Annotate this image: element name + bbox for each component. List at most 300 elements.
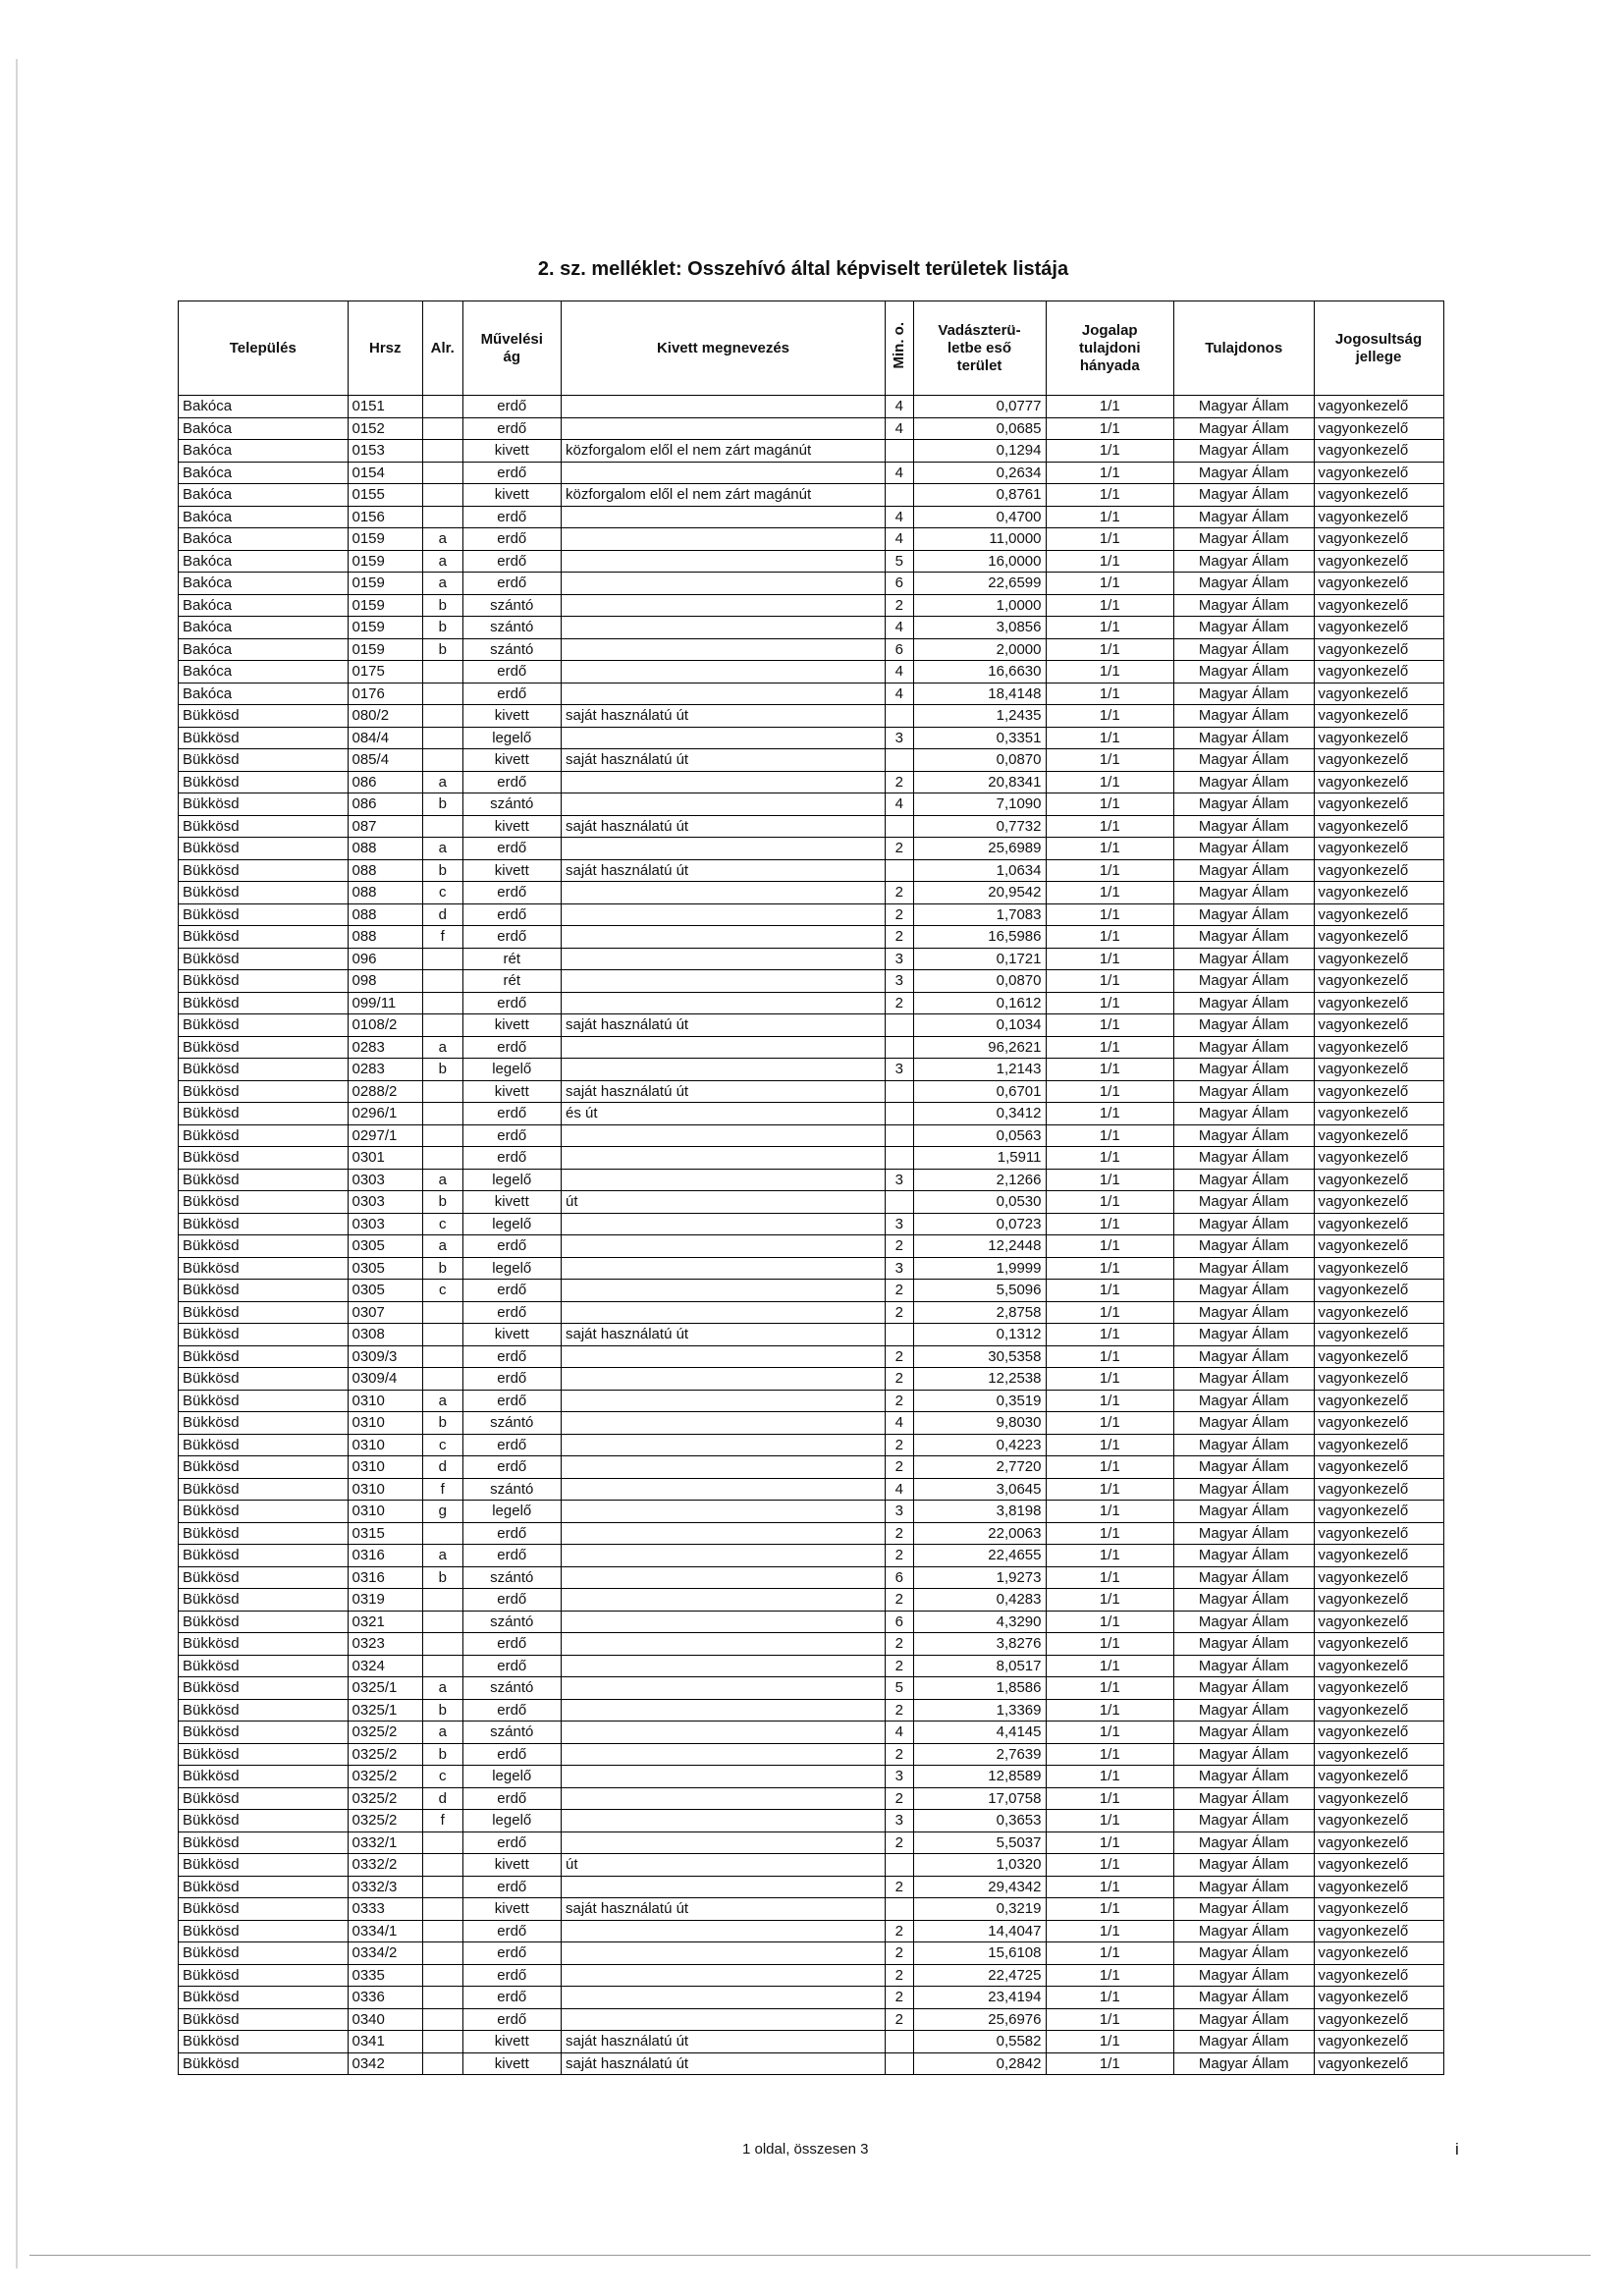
cell-muvelesi-ag: kivett <box>462 1080 562 1103</box>
cell-min-osztaly: 2 <box>886 838 914 860</box>
table-row <box>179 859 1444 882</box>
cell-min-osztaly <box>886 749 914 772</box>
cell-hrsz: 0153 <box>348 440 423 463</box>
cell-kivett-megnevezes <box>562 1478 886 1501</box>
cell-kivett-megnevezes <box>562 1987 886 2009</box>
table-row <box>179 1324 1444 1346</box>
cell-min-osztaly: 4 <box>886 462 914 484</box>
cell-hrsz: 0152 <box>348 417 423 440</box>
cell-min-osztaly: 2 <box>886 2008 914 2031</box>
cell-jogalap: 1/1 <box>1046 1213 1174 1235</box>
cell-alreszlet: a <box>423 1677 463 1700</box>
cell-jogalap: 1/1 <box>1046 705 1174 728</box>
cell-kivett-megnevezes <box>562 1036 886 1059</box>
cell-tulajdonos: Magyar Állam <box>1174 970 1315 993</box>
table-row <box>179 1501 1444 1523</box>
cell-jogosultsag: vagyonkezelő <box>1314 1280 1443 1302</box>
cell-telepules: Bakóca <box>179 528 349 551</box>
cell-telepules: Bükkösd <box>179 727 349 749</box>
cell-terulet: 0,0870 <box>913 749 1046 772</box>
cell-kivett-megnevezes <box>562 1677 886 1700</box>
cell-tulajdonos: Magyar Állam <box>1174 1655 1315 1677</box>
cell-jogalap: 1/1 <box>1046 1478 1174 1501</box>
cell-alreszlet <box>423 1854 463 1877</box>
cell-jogalap: 1/1 <box>1046 882 1174 904</box>
cell-terulet: 0,4283 <box>913 1589 1046 1612</box>
cell-muvelesi-ag: kivett <box>462 440 562 463</box>
cell-hrsz: 0156 <box>348 506 423 528</box>
table-row <box>179 815 1444 838</box>
cell-muvelesi-ag: erdő <box>462 1876 562 1898</box>
cell-muvelesi-ag: kivett <box>462 484 562 507</box>
cell-terulet: 4,3290 <box>913 1611 1046 1633</box>
cell-kivett-megnevezes <box>562 617 886 639</box>
cell-min-osztaly: 2 <box>886 926 914 949</box>
cell-jogosultsag: vagyonkezelő <box>1314 1324 1443 1346</box>
cell-jogosultsag: vagyonkezelő <box>1314 550 1443 573</box>
cell-muvelesi-ag: erdő <box>462 992 562 1014</box>
cell-muvelesi-ag: kivett <box>462 1854 562 1877</box>
cell-jogalap: 1/1 <box>1046 1014 1174 1037</box>
cell-terulet: 0,0870 <box>913 970 1046 993</box>
cell-hrsz: 0342 <box>348 2052 423 2075</box>
table-row <box>179 1147 1444 1170</box>
cell-jogalap: 1/1 <box>1046 1655 1174 1677</box>
cell-jogosultsag: vagyonkezelő <box>1314 1876 1443 1898</box>
cell-muvelesi-ag: erdő <box>462 1368 562 1391</box>
cell-terulet: 1,8586 <box>913 1677 1046 1700</box>
cell-min-osztaly: 2 <box>886 1368 914 1391</box>
cell-alreszlet: b <box>423 1699 463 1722</box>
cell-jogalap: 1/1 <box>1046 484 1174 507</box>
cell-hrsz: 0323 <box>348 1633 423 1656</box>
cell-jogalap: 1/1 <box>1046 992 1174 1014</box>
cell-telepules: Bükkösd <box>179 1876 349 1898</box>
cell-jogosultsag: vagyonkezelő <box>1314 1301 1443 1324</box>
cell-terulet: 12,8589 <box>913 1766 1046 1788</box>
table-row <box>179 1545 1444 1567</box>
cell-telepules: Bükkösd <box>179 1412 349 1435</box>
cell-min-osztaly: 2 <box>886 903 914 926</box>
cell-muvelesi-ag: erdő <box>462 1942 562 1965</box>
cell-telepules: Bakóca <box>179 638 349 661</box>
cell-alreszlet: c <box>423 1280 463 1302</box>
table-row <box>179 970 1444 993</box>
cell-telepules: Bükkösd <box>179 948 349 970</box>
cell-alreszlet <box>423 1124 463 1147</box>
cell-jogalap: 1/1 <box>1046 1810 1174 1832</box>
cell-kivett-megnevezes <box>562 771 886 793</box>
cell-telepules: Bükkösd <box>179 1280 349 1302</box>
cell-min-osztaly <box>886 1147 914 1170</box>
cell-tulajdonos: Magyar Állam <box>1174 1235 1315 1258</box>
cell-min-osztaly: 3 <box>886 970 914 993</box>
cell-telepules: Bükkösd <box>179 1103 349 1125</box>
table-row <box>179 2052 1444 2075</box>
cell-tulajdonos: Magyar Állam <box>1174 594 1315 617</box>
table-row <box>179 1876 1444 1898</box>
cell-muvelesi-ag: szántó <box>462 1478 562 1501</box>
table-row <box>179 749 1444 772</box>
cell-jogalap: 1/1 <box>1046 1257 1174 1280</box>
cell-terulet: 0,0530 <box>913 1191 1046 1214</box>
cell-kivett-megnevezes <box>562 992 886 1014</box>
cell-kivett-megnevezes <box>562 638 886 661</box>
cell-tulajdonos: Magyar Állam <box>1174 1301 1315 1324</box>
cell-hrsz: 086 <box>348 771 423 793</box>
cell-terulet: 0,8761 <box>913 484 1046 507</box>
cell-jogosultsag: vagyonkezelő <box>1314 1854 1443 1877</box>
cell-alreszlet <box>423 749 463 772</box>
cell-jogalap: 1/1 <box>1046 793 1174 816</box>
cell-min-osztaly: 2 <box>886 1655 914 1677</box>
header-jogosultsag: Jogosultság jellege <box>1314 301 1443 396</box>
cell-jogosultsag: vagyonkezelő <box>1314 1235 1443 1258</box>
cell-telepules: Bükkösd <box>179 970 349 993</box>
cell-terulet: 1,3369 <box>913 1699 1046 1722</box>
cell-jogosultsag: vagyonkezelő <box>1314 462 1443 484</box>
cell-hrsz: 0159 <box>348 638 423 661</box>
cell-hrsz: 0154 <box>348 462 423 484</box>
cell-alreszlet <box>423 1301 463 1324</box>
table-row <box>179 1898 1444 1921</box>
cell-tulajdonos: Magyar Állam <box>1174 1280 1315 1302</box>
cell-tulajdonos: Magyar Állam <box>1174 506 1315 528</box>
cell-jogosultsag: vagyonkezelő <box>1314 749 1443 772</box>
cell-kivett-megnevezes <box>562 573 886 595</box>
table-row <box>179 1412 1444 1435</box>
table-row <box>179 727 1444 749</box>
table-row <box>179 926 1444 949</box>
cell-min-osztaly: 2 <box>886 1522 914 1545</box>
cell-alreszlet <box>423 1103 463 1125</box>
cell-alreszlet <box>423 1014 463 1037</box>
cell-kivett-megnevezes <box>562 528 886 551</box>
cell-kivett-megnevezes <box>562 1434 886 1456</box>
cell-tulajdonos: Magyar Állam <box>1174 417 1315 440</box>
cell-tulajdonos: Magyar Állam <box>1174 484 1315 507</box>
cell-jogosultsag: vagyonkezelő <box>1314 1147 1443 1170</box>
cell-jogosultsag: vagyonkezelő <box>1314 882 1443 904</box>
cell-jogalap: 1/1 <box>1046 1280 1174 1302</box>
cell-terulet: 16,6630 <box>913 661 1046 683</box>
cell-kivett-megnevezes: saját használatú út <box>562 749 886 772</box>
cell-jogalap: 1/1 <box>1046 1368 1174 1391</box>
cell-jogalap: 1/1 <box>1046 2031 1174 2053</box>
table-row <box>179 1920 1444 1942</box>
cell-jogalap: 1/1 <box>1046 1412 1174 1435</box>
cell-telepules: Bükkösd <box>179 1655 349 1677</box>
cell-muvelesi-ag: legelő <box>462 1810 562 1832</box>
cell-alreszlet <box>423 1345 463 1368</box>
cell-tulajdonos: Magyar Állam <box>1174 992 1315 1014</box>
table-row <box>179 661 1444 683</box>
table-row <box>179 1169 1444 1191</box>
cell-alreszlet: b <box>423 793 463 816</box>
table-row <box>179 1103 1444 1125</box>
cell-muvelesi-ag: szántó <box>462 617 562 639</box>
table-row <box>179 1080 1444 1103</box>
cell-terulet: 1,9273 <box>913 1566 1046 1589</box>
cell-min-osztaly: 4 <box>886 661 914 683</box>
cell-terulet: 20,8341 <box>913 771 1046 793</box>
cell-kivett-megnevezes <box>562 1787 886 1810</box>
page-footer: 1 oldal, összesen 3 <box>742 2141 869 2158</box>
cell-hrsz: 0319 <box>348 1589 423 1612</box>
cell-jogalap: 1/1 <box>1046 1876 1174 1898</box>
cell-muvelesi-ag: szántó <box>462 594 562 617</box>
cell-jogosultsag: vagyonkezelő <box>1314 859 1443 882</box>
cell-tulajdonos: Magyar Állam <box>1174 903 1315 926</box>
cell-muvelesi-ag: kivett <box>462 705 562 728</box>
cell-alreszlet: c <box>423 882 463 904</box>
cell-telepules: Bükkösd <box>179 903 349 926</box>
cell-min-osztaly <box>886 1014 914 1037</box>
cell-tulajdonos: Magyar Állam <box>1174 1566 1315 1589</box>
cell-terulet: 22,6599 <box>913 573 1046 595</box>
cell-muvelesi-ag: kivett <box>462 2031 562 2053</box>
cell-min-osztaly: 4 <box>886 1478 914 1501</box>
cell-terulet: 96,2621 <box>913 1036 1046 1059</box>
cell-min-osztaly: 5 <box>886 1677 914 1700</box>
cell-tulajdonos: Magyar Állam <box>1174 573 1315 595</box>
table-row <box>179 617 1444 639</box>
cell-alreszlet: a <box>423 550 463 573</box>
cell-hrsz: 0325/1 <box>348 1699 423 1722</box>
cell-min-osztaly: 2 <box>886 1456 914 1479</box>
cell-kivett-megnevezes <box>562 1059 886 1081</box>
cell-jogalap: 1/1 <box>1046 838 1174 860</box>
cell-hrsz: 0310 <box>348 1390 423 1412</box>
cell-tulajdonos: Magyar Állam <box>1174 550 1315 573</box>
cell-hrsz: 0283 <box>348 1036 423 1059</box>
cell-min-osztaly: 3 <box>886 1059 914 1081</box>
cell-alreszlet: c <box>423 1766 463 1788</box>
cell-kivett-megnevezes <box>562 1566 886 1589</box>
cell-terulet: 3,0856 <box>913 617 1046 639</box>
table-header <box>179 301 1444 396</box>
cell-tulajdonos: Magyar Állam <box>1174 1831 1315 1854</box>
cell-min-osztaly: 2 <box>886 882 914 904</box>
cell-jogalap: 1/1 <box>1046 462 1174 484</box>
cell-kivett-megnevezes <box>562 948 886 970</box>
cell-tulajdonos: Magyar Állam <box>1174 1964 1315 1987</box>
cell-min-osztaly <box>886 1103 914 1125</box>
cell-alreszlet: a <box>423 1235 463 1258</box>
cell-muvelesi-ag: erdő <box>462 838 562 860</box>
cell-hrsz: 0151 <box>348 396 423 418</box>
table-row <box>179 638 1444 661</box>
cell-tulajdonos: Magyar Állam <box>1174 1412 1315 1435</box>
cell-tulajdonos: Magyar Állam <box>1174 1169 1315 1191</box>
cell-min-osztaly: 6 <box>886 1566 914 1589</box>
cell-telepules: Bükkösd <box>179 1124 349 1147</box>
cell-hrsz: 0335 <box>348 1964 423 1987</box>
cell-jogosultsag: vagyonkezelő <box>1314 1103 1443 1125</box>
cell-alreszlet: f <box>423 1478 463 1501</box>
cell-telepules: Bakóca <box>179 617 349 639</box>
cell-alreszlet: a <box>423 573 463 595</box>
header-terulet: Vadászterü- letbe eső terület <box>913 301 1046 396</box>
cell-min-osztaly <box>886 1898 914 1921</box>
cell-alreszlet: b <box>423 859 463 882</box>
table-row <box>179 1787 1444 1810</box>
cell-kivett-megnevezes <box>562 1942 886 1965</box>
cell-telepules: Bükkösd <box>179 1699 349 1722</box>
cell-jogalap: 1/1 <box>1046 594 1174 617</box>
header-jogalap: Jogalap tulajdoni hányada <box>1046 301 1174 396</box>
cell-alreszlet: b <box>423 1059 463 1081</box>
cell-hrsz: 0155 <box>348 484 423 507</box>
cell-telepules: Bakóca <box>179 661 349 683</box>
cell-terulet: 25,6989 <box>913 838 1046 860</box>
cell-terulet: 2,7639 <box>913 1743 1046 1766</box>
cell-jogosultsag: vagyonkezelő <box>1314 1191 1443 1214</box>
cell-muvelesi-ag: kivett <box>462 1191 562 1214</box>
cell-tulajdonos: Magyar Állam <box>1174 838 1315 860</box>
cell-alreszlet: d <box>423 903 463 926</box>
table-row <box>179 992 1444 1014</box>
cell-muvelesi-ag: szántó <box>462 1722 562 1744</box>
cell-muvelesi-ag: erdő <box>462 661 562 683</box>
cell-telepules: Bükkösd <box>179 1501 349 1523</box>
cell-terulet: 1,0634 <box>913 859 1046 882</box>
cell-jogosultsag: vagyonkezelő <box>1314 1810 1443 1832</box>
cell-kivett-megnevezes <box>562 1301 886 1324</box>
cell-alreszlet <box>423 970 463 993</box>
cell-terulet: 5,5096 <box>913 1280 1046 1302</box>
cell-jogosultsag: vagyonkezelő <box>1314 1501 1443 1523</box>
cell-min-osztaly: 3 <box>886 1257 914 1280</box>
cell-hrsz: 0108/2 <box>348 1014 423 1037</box>
cell-tulajdonos: Magyar Állam <box>1174 1787 1315 1810</box>
cell-telepules: Bükkösd <box>179 1235 349 1258</box>
cell-telepules: Bükkösd <box>179 1810 349 1832</box>
cell-tulajdonos: Magyar Állam <box>1174 1014 1315 1037</box>
cell-tulajdonos: Magyar Állam <box>1174 1147 1315 1170</box>
table-row <box>179 506 1444 528</box>
cell-terulet: 1,0000 <box>913 594 1046 617</box>
cell-min-osztaly: 2 <box>886 1787 914 1810</box>
cell-telepules: Bakóca <box>179 396 349 418</box>
cell-telepules: Bakóca <box>179 484 349 507</box>
cell-terulet: 0,1721 <box>913 948 1046 970</box>
table-row <box>179 1390 1444 1412</box>
cell-muvelesi-ag: erdő <box>462 1103 562 1125</box>
header-hrsz: Hrsz <box>348 301 423 396</box>
table-row <box>179 1213 1444 1235</box>
cell-hrsz: 0310 <box>348 1412 423 1435</box>
cell-jogosultsag: vagyonkezelő <box>1314 1722 1443 1744</box>
cell-tulajdonos: Magyar Állam <box>1174 1036 1315 1059</box>
cell-hrsz: 0325/1 <box>348 1677 423 1700</box>
cell-tulajdonos: Magyar Állam <box>1174 882 1315 904</box>
cell-telepules: Bakóca <box>179 417 349 440</box>
cell-muvelesi-ag: legelő <box>462 1257 562 1280</box>
cell-kivett-megnevezes <box>562 1501 886 1523</box>
cell-jogosultsag: vagyonkezelő <box>1314 417 1443 440</box>
cell-tulajdonos: Magyar Állam <box>1174 1677 1315 1700</box>
cell-alreszlet: c <box>423 1213 463 1235</box>
cell-telepules: Bükkösd <box>179 1324 349 1346</box>
cell-hrsz: 0341 <box>348 2031 423 2053</box>
cell-terulet: 1,0320 <box>913 1854 1046 1877</box>
cell-jogosultsag: vagyonkezelő <box>1314 1014 1443 1037</box>
cell-tulajdonos: Magyar Állam <box>1174 1854 1315 1877</box>
cell-jogosultsag: vagyonkezelő <box>1314 1743 1443 1766</box>
table-row <box>179 1942 1444 1965</box>
cell-alreszlet <box>423 462 463 484</box>
cell-tulajdonos: Magyar Állam <box>1174 638 1315 661</box>
cell-kivett-megnevezes <box>562 1810 886 1832</box>
cell-jogalap: 1/1 <box>1046 1987 1174 2009</box>
cell-jogalap: 1/1 <box>1046 396 1174 418</box>
cell-terulet: 0,5582 <box>913 2031 1046 2053</box>
table-row <box>179 440 1444 463</box>
cell-tulajdonos: Magyar Állam <box>1174 948 1315 970</box>
table-row <box>179 1611 1444 1633</box>
cell-jogalap: 1/1 <box>1046 528 1174 551</box>
cell-alreszlet <box>423 1368 463 1391</box>
cell-telepules: Bükkösd <box>179 1766 349 1788</box>
cell-min-osztaly: 4 <box>886 683 914 705</box>
cell-hrsz: 0307 <box>348 1301 423 1324</box>
cell-terulet: 2,1266 <box>913 1169 1046 1191</box>
cell-jogosultsag: vagyonkezelő <box>1314 815 1443 838</box>
cell-alreszlet: b <box>423 1566 463 1589</box>
cell-muvelesi-ag: erdő <box>462 683 562 705</box>
cell-muvelesi-ag: legelő <box>462 1169 562 1191</box>
cell-alreszlet <box>423 683 463 705</box>
cell-terulet: 1,9999 <box>913 1257 1046 1280</box>
cell-alreszlet <box>423 1964 463 1987</box>
cell-terulet: 29,4342 <box>913 1876 1046 1898</box>
cell-jogosultsag: vagyonkezelő <box>1314 1787 1443 1810</box>
cell-kivett-megnevezes <box>562 882 886 904</box>
cell-jogosultsag: vagyonkezelő <box>1314 970 1443 993</box>
cell-terulet: 0,3653 <box>913 1810 1046 1832</box>
cell-jogosultsag: vagyonkezelő <box>1314 838 1443 860</box>
cell-min-osztaly: 4 <box>886 506 914 528</box>
header-row <box>179 301 1444 396</box>
cell-hrsz: 0325/2 <box>348 1743 423 1766</box>
cell-jogosultsag: vagyonkezelő <box>1314 1766 1443 1788</box>
cell-jogalap: 1/1 <box>1046 1633 1174 1656</box>
cell-alreszlet <box>423 1898 463 1921</box>
cell-min-osztaly: 2 <box>886 1280 914 1302</box>
cell-terulet: 7,1090 <box>913 793 1046 816</box>
cell-telepules: Bükkösd <box>179 793 349 816</box>
cell-telepules: Bükkösd <box>179 1633 349 1656</box>
cell-muvelesi-ag: erdő <box>462 573 562 595</box>
cell-jogosultsag: vagyonkezelő <box>1314 1390 1443 1412</box>
cell-muvelesi-ag: legelő <box>462 1059 562 1081</box>
cell-hrsz: 096 <box>348 948 423 970</box>
cell-min-osztaly: 4 <box>886 396 914 418</box>
cell-muvelesi-ag: rét <box>462 948 562 970</box>
cell-kivett-megnevezes <box>562 683 886 705</box>
cell-alreszlet <box>423 1920 463 1942</box>
cell-jogalap: 1/1 <box>1046 749 1174 772</box>
cell-telepules: Bükkösd <box>179 1545 349 1567</box>
cell-min-osztaly: 5 <box>886 550 914 573</box>
cell-kivett-megnevezes <box>562 1213 886 1235</box>
cell-telepules: Bükkösd <box>179 1722 349 1744</box>
cell-kivett-megnevezes <box>562 1743 886 1766</box>
cell-hrsz: 098 <box>348 970 423 993</box>
cell-terulet: 0,0685 <box>913 417 1046 440</box>
cell-jogalap: 1/1 <box>1046 1589 1174 1612</box>
